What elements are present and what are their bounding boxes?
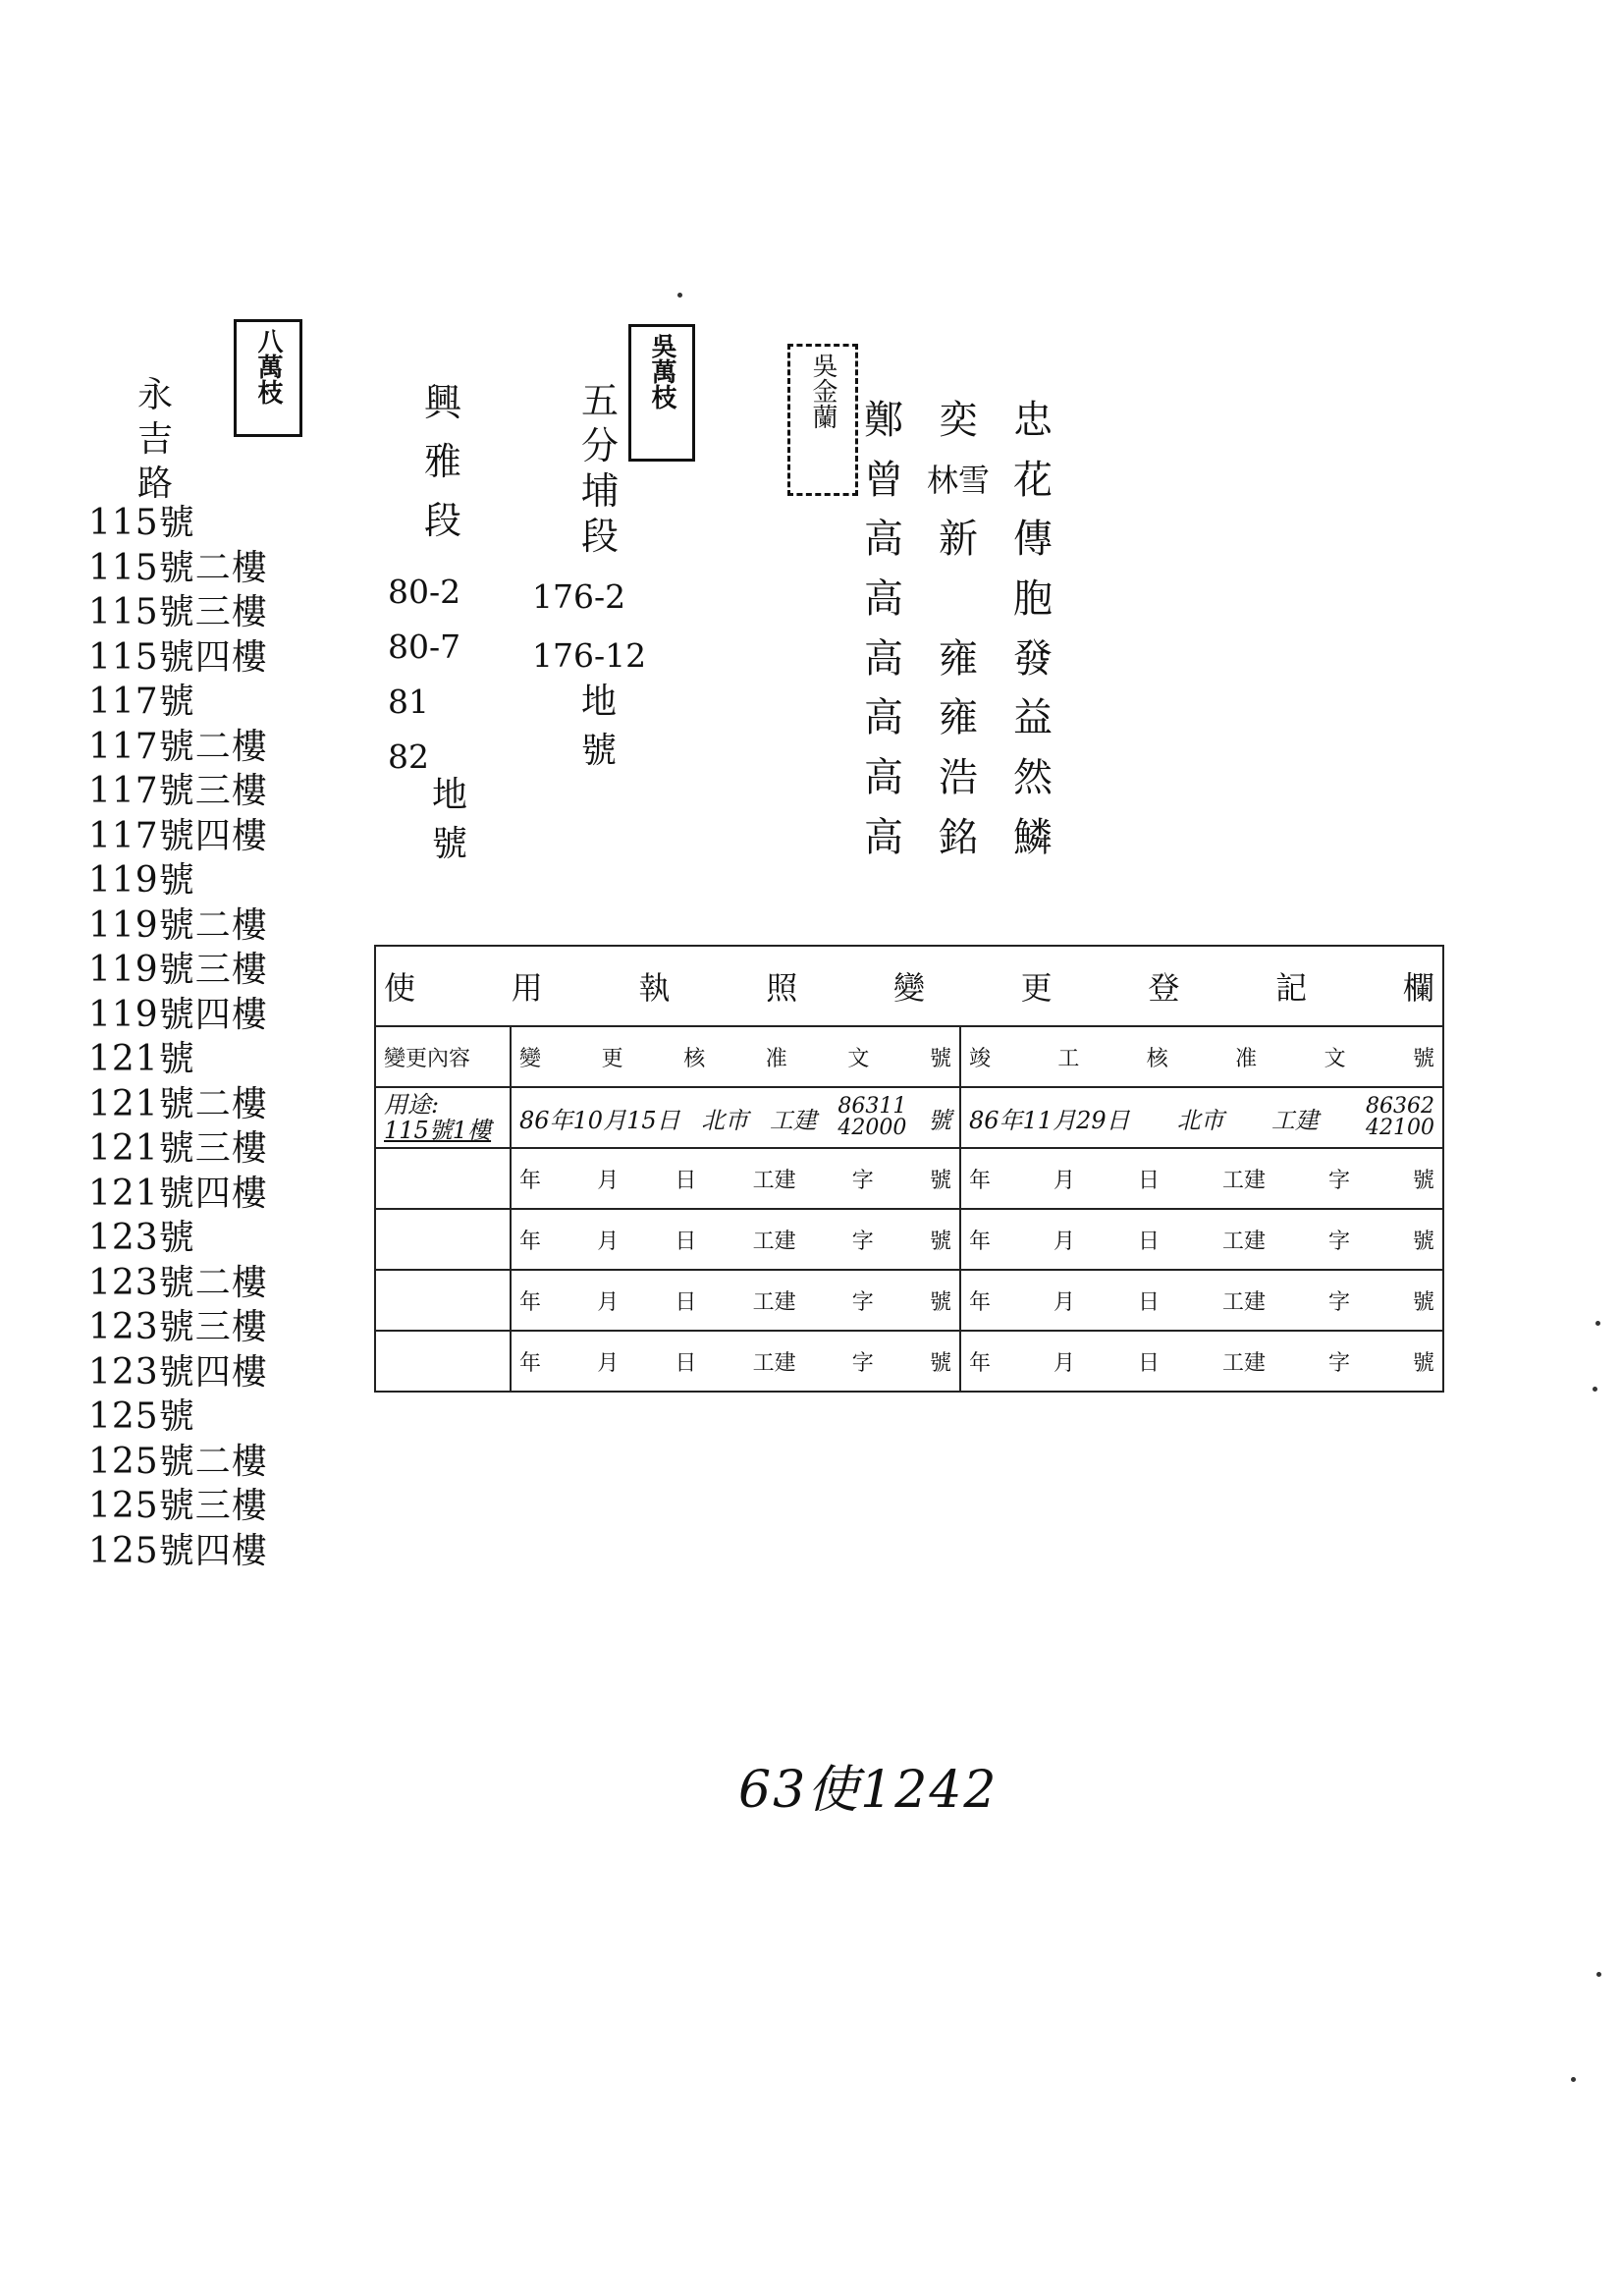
blank-field-label: 日 xyxy=(1137,1229,1160,1254)
header-char: 工 xyxy=(1057,1046,1080,1071)
blank-field-label: 工建 xyxy=(1221,1289,1266,1315)
blank-field-label: 年 xyxy=(519,1168,542,1193)
seal-stamp-3-text: 吳金蘭 xyxy=(808,353,838,429)
blank-field-label: 月 xyxy=(597,1229,620,1254)
section-1-suffix-char: 地 xyxy=(432,775,468,815)
header-change xyxy=(511,1026,960,1087)
owner-char: 高 xyxy=(864,576,903,623)
section-2-char: 段 xyxy=(581,515,620,558)
completion-city: 北市 xyxy=(1176,1106,1224,1134)
owner-char: 雍 xyxy=(939,635,978,682)
owner-row xyxy=(846,748,1070,808)
scan-speck xyxy=(1571,2077,1576,2082)
section-2-char: 埔 xyxy=(581,469,620,513)
blank-field-label: 年 xyxy=(519,1229,542,1254)
title-char: 更 xyxy=(1020,969,1053,1007)
blank-field-label: 工建 xyxy=(752,1350,796,1376)
lot-number: 81 xyxy=(388,683,429,721)
owner-char: 奕 xyxy=(939,398,978,443)
owner-char: 銘 xyxy=(939,814,978,860)
owner-char: 高 xyxy=(864,755,903,801)
list-item: 117號三樓 xyxy=(88,771,268,811)
road-char: 路 xyxy=(137,464,174,504)
header-char: 號 xyxy=(929,1046,951,1071)
table-row xyxy=(375,1087,1443,1148)
change-number-bottom: 42000 xyxy=(838,1116,907,1140)
address-list xyxy=(88,501,268,1573)
blank-field-label: 號 xyxy=(929,1229,951,1254)
change-word: 工建 xyxy=(769,1106,817,1134)
row-change xyxy=(511,1148,960,1209)
owner-char: 忠 xyxy=(1013,398,1053,443)
row-completion xyxy=(960,1270,1443,1331)
blank-field-label: 號 xyxy=(929,1289,951,1315)
header-char: 變 xyxy=(519,1046,542,1071)
header-char: 文 xyxy=(1324,1046,1346,1071)
section-2-name xyxy=(581,378,619,559)
blank-field-label: 日 xyxy=(1137,1350,1160,1376)
blank-field-label: 月 xyxy=(1053,1168,1075,1193)
owner-char xyxy=(921,570,996,629)
list-item: 121號三樓 xyxy=(88,1128,268,1169)
blank-field-label: 工建 xyxy=(1221,1350,1266,1376)
row-completion xyxy=(960,1331,1443,1392)
blank-field-label: 年 xyxy=(519,1289,542,1315)
list-item: 125號 xyxy=(88,1396,195,1437)
blank-field-label: 日 xyxy=(675,1289,697,1315)
blank-field-label: 號 xyxy=(1412,1350,1434,1376)
blank-field-label: 年 xyxy=(969,1350,992,1376)
completion-number xyxy=(1366,1096,1434,1139)
owner-char: 鱗 xyxy=(1013,814,1053,860)
owner-char: 高 xyxy=(864,695,903,741)
list-item: 125號四樓 xyxy=(88,1530,268,1571)
owner-char: 胞 xyxy=(1013,576,1053,623)
section-2-suffix-char: 地 xyxy=(581,682,618,722)
list-item: 121號 xyxy=(88,1039,195,1079)
owner-char: 發 xyxy=(1013,635,1053,682)
scan-speck xyxy=(1596,1972,1601,1977)
owner-char: 花 xyxy=(1013,457,1053,503)
section-1-suffix xyxy=(432,771,467,869)
lot-number: 82 xyxy=(388,738,429,776)
header-completion xyxy=(960,1026,1443,1087)
header-char: 核 xyxy=(683,1046,706,1071)
list-item: 121號四樓 xyxy=(88,1173,268,1214)
content-line: 用途: xyxy=(384,1091,440,1119)
owner-char: 高 xyxy=(864,635,903,682)
list-item: 115號四樓 xyxy=(88,636,268,678)
list-item: 117號四樓 xyxy=(88,815,268,856)
title-char: 登 xyxy=(1148,969,1180,1007)
seal-stamp-1-text: 八萬枝 xyxy=(253,328,283,405)
road-name xyxy=(137,373,173,506)
blank-field-label: 工建 xyxy=(752,1229,796,1254)
owner-row xyxy=(846,629,1070,689)
list-item: 123號四樓 xyxy=(88,1351,268,1393)
completion-word: 工建 xyxy=(1270,1106,1319,1134)
list-item: 119號三樓 xyxy=(88,950,268,990)
blank-field-label: 號 xyxy=(929,1168,951,1193)
owner-row xyxy=(846,510,1070,570)
section-1-char: 段 xyxy=(424,499,462,542)
row-completion xyxy=(960,1148,1443,1209)
change-date: 86年10月15日 xyxy=(519,1106,680,1134)
list-item: 125號三樓 xyxy=(88,1486,268,1526)
completion-number-top: 86362 xyxy=(1366,1094,1434,1119)
scan-speck xyxy=(1595,1321,1600,1326)
header-char: 竣 xyxy=(969,1046,992,1071)
owner-row xyxy=(846,451,1070,511)
change-number xyxy=(838,1096,906,1139)
blank-field-label: 號 xyxy=(1412,1229,1434,1254)
seal-stamp-1 xyxy=(234,319,302,437)
blank-field-label: 工建 xyxy=(752,1168,796,1193)
blank-field-label: 年 xyxy=(969,1168,992,1193)
list-item: 117號 xyxy=(88,682,195,722)
blank-field-label: 日 xyxy=(1137,1289,1160,1315)
title-char: 執 xyxy=(638,969,671,1007)
blank-field-label: 日 xyxy=(1137,1168,1160,1193)
road-char: 吉 xyxy=(137,419,174,460)
list-item: 115號 xyxy=(88,503,195,543)
title-char: 欄 xyxy=(1402,969,1434,1007)
owner-row xyxy=(846,570,1070,629)
title-char: 記 xyxy=(1275,969,1308,1007)
owner-char: 高 xyxy=(864,814,903,860)
section-1-char: 雅 xyxy=(424,440,462,483)
title-char: 使 xyxy=(384,969,416,1007)
list-item: 119號 xyxy=(88,860,195,901)
section-2-suffix-char: 號 xyxy=(581,731,618,771)
completion-number-bottom: 42100 xyxy=(1366,1116,1434,1140)
lot-number: 176-12 xyxy=(532,636,647,675)
list-item: 119號二樓 xyxy=(88,904,268,946)
blank-field-label: 年 xyxy=(519,1350,542,1376)
header-char: 准 xyxy=(1235,1046,1258,1071)
lot-number: 80-7 xyxy=(388,628,461,666)
owner-list xyxy=(846,391,1070,868)
list-item: 125號二樓 xyxy=(88,1441,268,1482)
list-item: 121號二樓 xyxy=(88,1083,268,1124)
table-row xyxy=(375,1270,1443,1331)
usage-license-change-table xyxy=(374,945,1444,1393)
owner-row xyxy=(846,391,1070,451)
table-row xyxy=(375,1209,1443,1270)
table-title-row xyxy=(375,946,1443,1026)
blank-field-label: 工建 xyxy=(752,1289,796,1315)
completion-date: 86年11月29日 xyxy=(969,1106,1130,1134)
blank-field-label: 字 xyxy=(851,1350,874,1376)
section-2-char: 五 xyxy=(581,379,620,422)
change-city: 北市 xyxy=(701,1106,749,1134)
blank-field-label: 月 xyxy=(597,1350,620,1376)
blank-field-label: 月 xyxy=(597,1289,620,1315)
lot-number: 176-2 xyxy=(532,577,626,616)
owner-char: 林雪 xyxy=(926,461,990,499)
row-content xyxy=(375,1331,511,1392)
list-item: 115號三樓 xyxy=(88,592,268,632)
blank-field-label: 月 xyxy=(1053,1229,1075,1254)
change-number-top: 86311 xyxy=(838,1094,907,1119)
owner-char: 益 xyxy=(1013,695,1053,741)
header-content: 變更內容 xyxy=(375,1026,511,1087)
blank-field-label: 年 xyxy=(969,1289,992,1315)
blank-field-label: 月 xyxy=(597,1168,620,1193)
change-suffix: 號 xyxy=(928,1106,951,1134)
section-2-lots xyxy=(532,568,646,685)
blank-field-label: 年 xyxy=(969,1229,992,1254)
list-item: 115號二樓 xyxy=(88,547,268,588)
row-content xyxy=(375,1209,511,1270)
row-change xyxy=(511,1087,960,1148)
blank-field-label: 字 xyxy=(851,1289,874,1315)
blank-field-label: 字 xyxy=(1327,1168,1350,1193)
blank-field-label: 字 xyxy=(851,1229,874,1254)
owner-row xyxy=(846,808,1070,868)
row-completion xyxy=(960,1087,1443,1148)
owner-char: 新 xyxy=(939,517,978,563)
owner-row xyxy=(846,688,1070,748)
blank-field-label: 字 xyxy=(1327,1350,1350,1376)
blank-field-label: 工建 xyxy=(1221,1168,1266,1193)
owner-char: 浩 xyxy=(939,755,978,801)
title-char: 用 xyxy=(511,969,543,1007)
content-line: 115號1樓 xyxy=(384,1117,492,1144)
table-title xyxy=(375,946,1443,1026)
blank-field-label: 月 xyxy=(1053,1350,1075,1376)
section-1-name xyxy=(424,373,461,550)
blank-field-label: 號 xyxy=(1412,1289,1434,1315)
list-item: 123號三樓 xyxy=(88,1307,268,1347)
header-char: 文 xyxy=(847,1046,870,1071)
seal-stamp-2-text: 吳萬枝 xyxy=(647,333,676,410)
title-char: 照 xyxy=(766,969,798,1007)
row-change xyxy=(511,1331,960,1392)
owner-char: 鄭 xyxy=(864,398,903,443)
section-1-suffix-char: 號 xyxy=(432,824,468,864)
blank-field-label: 字 xyxy=(1327,1229,1350,1254)
scan-speck xyxy=(677,293,682,298)
row-change xyxy=(511,1209,960,1270)
list-item: 119號四樓 xyxy=(88,994,268,1035)
row-content xyxy=(375,1087,511,1148)
section-1-char: 興 xyxy=(424,381,462,424)
owner-char: 雍 xyxy=(939,695,978,741)
owner-char: 高 xyxy=(864,517,903,563)
row-completion xyxy=(960,1209,1443,1270)
owner-char: 曾 xyxy=(864,457,903,503)
blank-field-label: 號 xyxy=(929,1350,951,1376)
blank-field-label: 工建 xyxy=(1221,1229,1266,1254)
header-char: 更 xyxy=(601,1046,623,1071)
lot-number: 80-2 xyxy=(388,573,461,611)
blank-field-label: 日 xyxy=(675,1350,697,1376)
section-2-suffix xyxy=(581,678,617,776)
row-content xyxy=(375,1148,511,1209)
row-change xyxy=(511,1270,960,1331)
blank-field-label: 字 xyxy=(1327,1289,1350,1315)
blank-field-label: 日 xyxy=(675,1168,697,1193)
blank-field-label: 字 xyxy=(851,1168,874,1193)
blank-field-label: 號 xyxy=(1412,1168,1434,1193)
blank-rows xyxy=(375,1148,1443,1392)
owner-char: 傳 xyxy=(1013,517,1053,563)
seal-stamp-2 xyxy=(628,324,695,462)
table-row xyxy=(375,1331,1443,1392)
title-char: 變 xyxy=(892,969,925,1007)
road-char: 永 xyxy=(137,375,174,415)
header-char: 核 xyxy=(1146,1046,1168,1071)
file-number: 63使1242 xyxy=(738,1761,999,1820)
owner-char: 然 xyxy=(1013,755,1053,801)
blank-field-label: 日 xyxy=(675,1229,697,1254)
scan-speck xyxy=(1593,1387,1597,1392)
section-1-lots xyxy=(388,565,460,785)
blank-field-label: 月 xyxy=(1053,1289,1075,1315)
row-content xyxy=(375,1270,511,1331)
table-header-row xyxy=(375,1026,1443,1087)
table-row xyxy=(375,1148,1443,1209)
section-2-char: 分 xyxy=(581,424,620,467)
list-item: 123號 xyxy=(88,1218,195,1258)
list-item: 117號二樓 xyxy=(88,726,268,767)
header-char: 號 xyxy=(1412,1046,1434,1071)
header-char: 准 xyxy=(765,1046,787,1071)
list-item: 123號二樓 xyxy=(88,1262,268,1303)
